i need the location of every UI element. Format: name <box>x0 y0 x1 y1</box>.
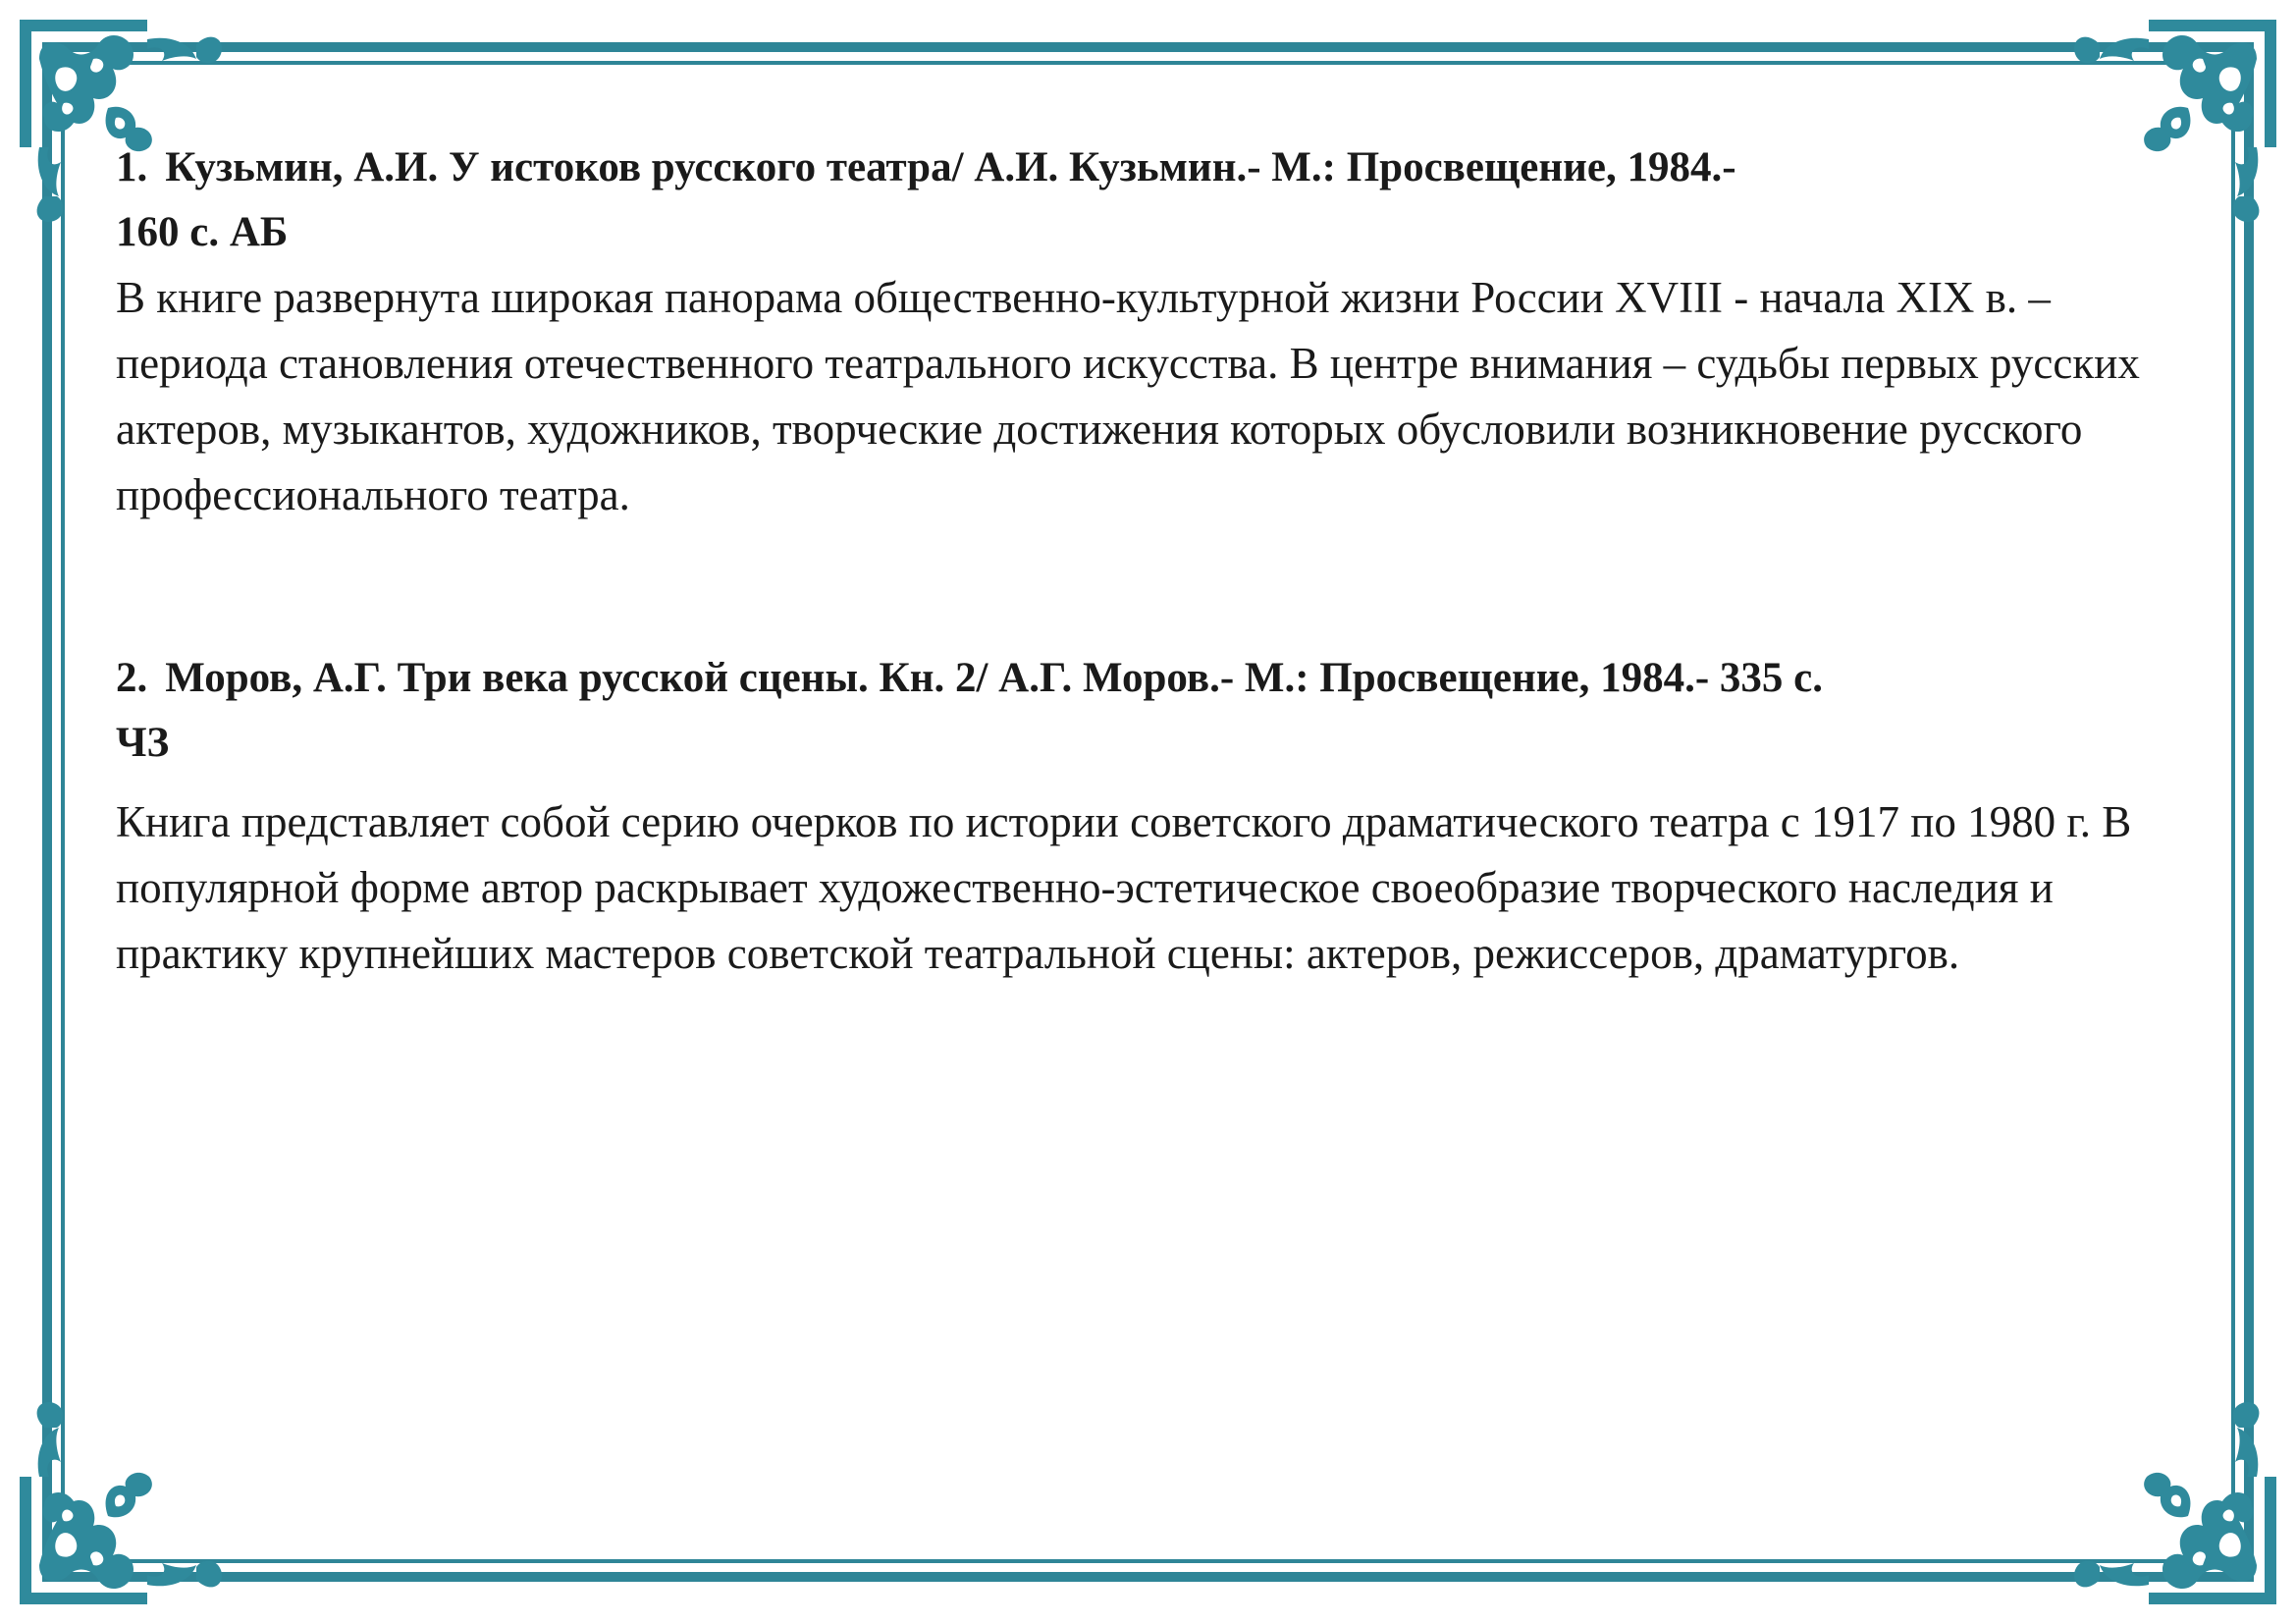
entry-number: 2. <box>116 655 148 701</box>
entry-title-line1: Кузьмин, А.И. У истоков русского театра/ А.И. Кузьмин.- М.: Просвещение, 1984.- <box>165 144 1736 190</box>
bibliography-entry <box>116 646 2197 987</box>
entry-title-line2: ЧЗ <box>116 720 170 766</box>
bibliography-entry <box>116 135 2197 528</box>
entry-title-line1: Моров, А.Г. Три века русской сцены. Кн. 2/ А.Г. Моров.- М.: Просвещение, 1984.- 335 с. <box>165 655 1823 701</box>
entry-description: В книге развернута широкая панорама общественно-культурной жизни России XVIII - начала XIX в. – периода становления отечественного театрального искусства. В центре внимания – судьбы первых русских актеров, музыкантов, художников, творческие достижения которых обусловили возникновение русского профессионального театра. <box>116 273 2140 519</box>
entry-title-line2: 160 с. АБ <box>116 209 289 255</box>
entry-number: 1. <box>116 144 148 190</box>
entry-title <box>116 135 2158 265</box>
entry-title <box>116 646 2158 776</box>
entry-description: Книга представляет собой серию очерков по истории советского драматического театра с 1917 по 1980 г. В популярной форме автор раскрывает художественно-эстетическое своеобразие творческого наследия и практику крупнейших мастеров советской театральной сцены: актеров, режиссеров, драматургов. <box>116 797 2132 978</box>
bibliography-content <box>116 135 2197 987</box>
